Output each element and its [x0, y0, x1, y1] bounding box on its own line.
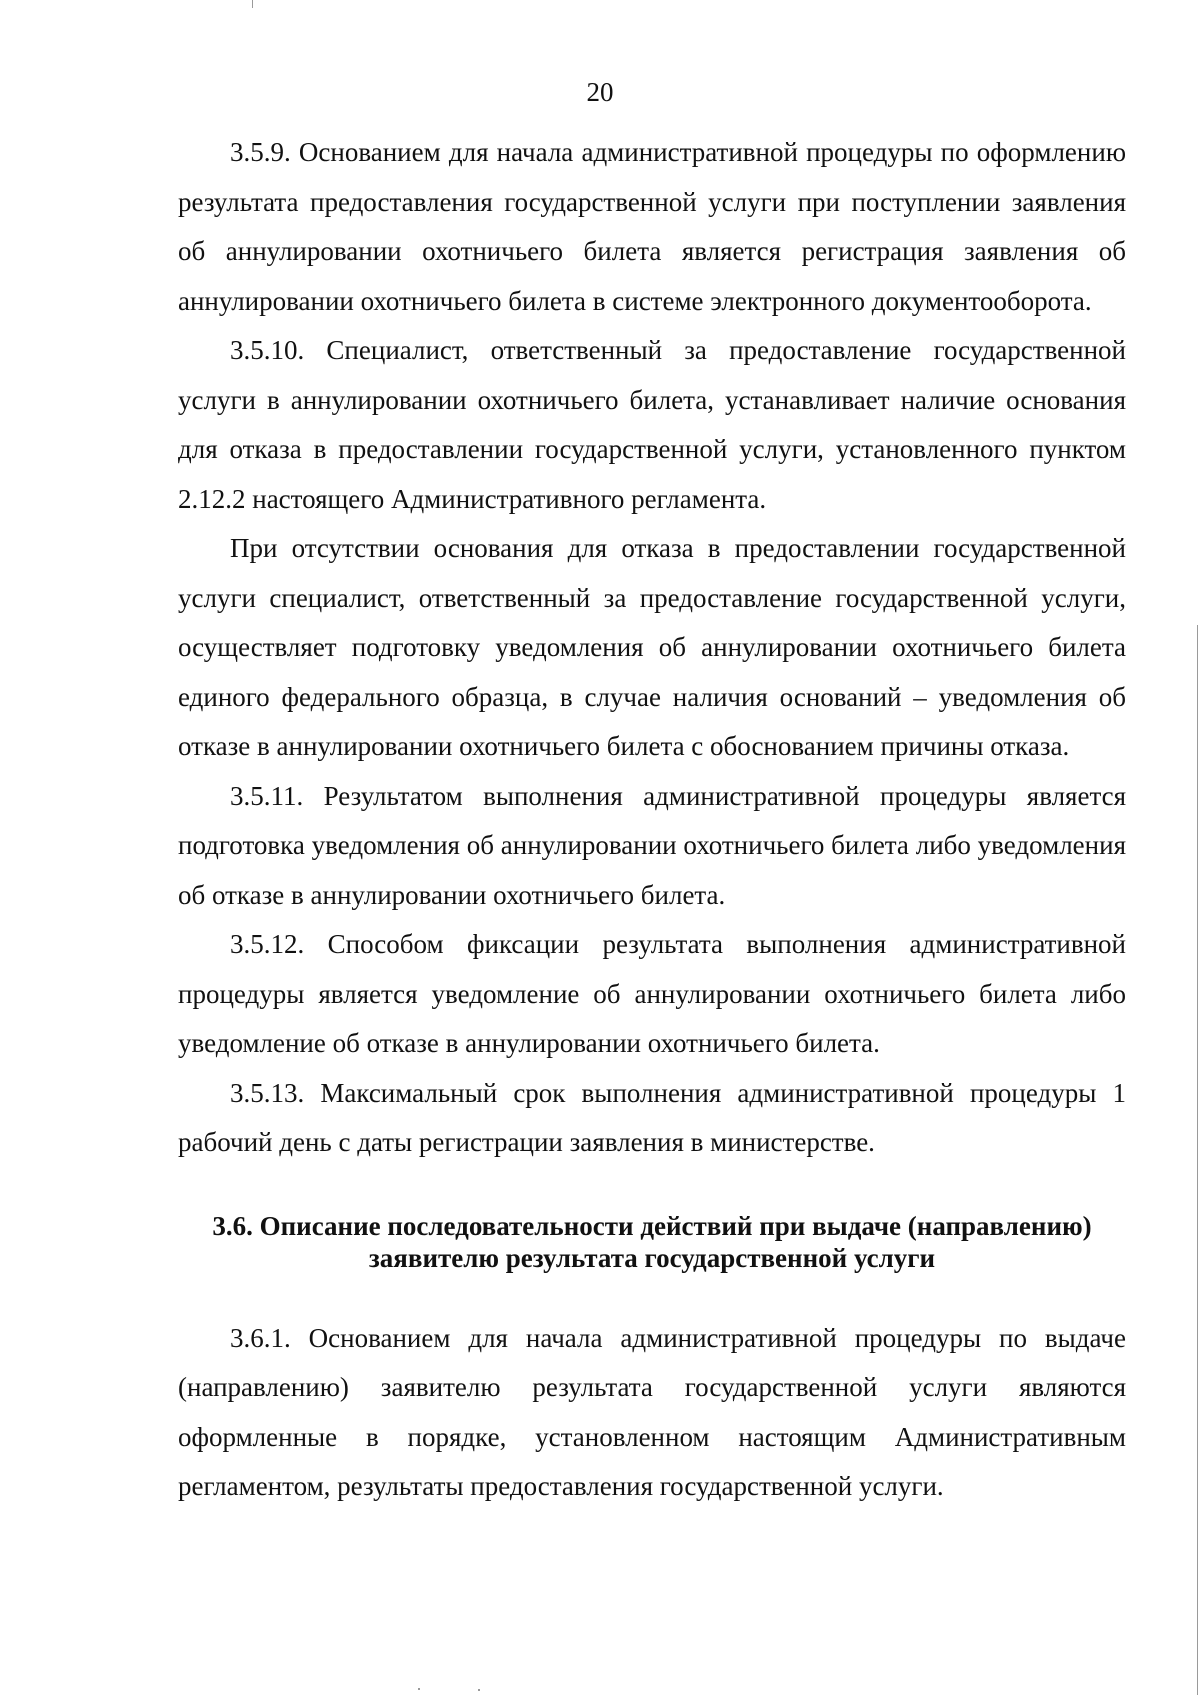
paragraph-3-5-9: 3.5.9. Основанием для начала административной процедуры по оформлению результата предоставления государственной услуги при поступлении заявления об аннулировании охотничьего билета является регистрация заявления об аннулировании охотничьего билета в системе электронного документооборота. — [178, 137, 1126, 316]
section-heading-3-6 — [178, 1210, 1126, 1274]
paragraph-3-5-10: 3.5.10. Специалист, ответственный за предоставление государственной услуги в аннулировании охотничьего билета, устанавливает наличие основания для отказа в предоставлении государственной услуги, установленного пунктом 2.12.2 настоящего Административного регламента. — [178, 335, 1126, 514]
section-heading-line-2: заявителю результата государственной услуги — [368, 1242, 936, 1273]
scan-artifact-top-tick — [252, 0, 253, 8]
document-body — [178, 128, 1126, 1512]
paragraph-3-6-1: 3.6.1. Основанием для начала административной процедуры по выдаче (направлению) заявителю результата государственной услуги являются оформленные в порядке, установленном настоящим Административным регламентом, результаты предоставления государственной услуги. — [178, 1322, 1126, 1501]
paragraph-refusal-absence: При отсутствии основания для отказа в предоставлении государственной услуги специалист, ответственный за предоставление государственной услуги, осуществляет подготовку уведомления об аннулировании охотничьего билета единого федерального образца, в случае наличия оснований – уведомления об отказе в аннулировании охотничьего билета с обоснованием причины отказа. — [178, 533, 1126, 761]
paragraph-3-5-13: 3.5.13. Максимальный срок выполнения административной процедуры 1 рабочий день с даты регистрации заявления в министерстве. — [178, 1077, 1126, 1157]
scan-artifact-edge-line — [1197, 625, 1198, 1695]
paragraph-3-5-11: 3.5.11. Результатом выполнения административной процедуры является подготовка уведомления об аннулировании охотничьего билета либо уведомления об отказе в аннулировании охотничьего билета. — [178, 780, 1126, 910]
scan-artifact-dot — [478, 1689, 480, 1691]
section-heading-line-1: 3.6. Описание последовательности действий при выдаче (направлению) — [212, 1210, 1092, 1241]
page-number: 20 — [586, 77, 614, 107]
paragraph-3-5-12: 3.5.12. Способом фиксации результата выполнения административной процедуры является уведомление об аннулировании охотничьего билета либо уведомление об отказе в аннулировании охотничьего билета. — [178, 929, 1126, 1058]
scan-artifact-dot — [418, 1688, 420, 1690]
